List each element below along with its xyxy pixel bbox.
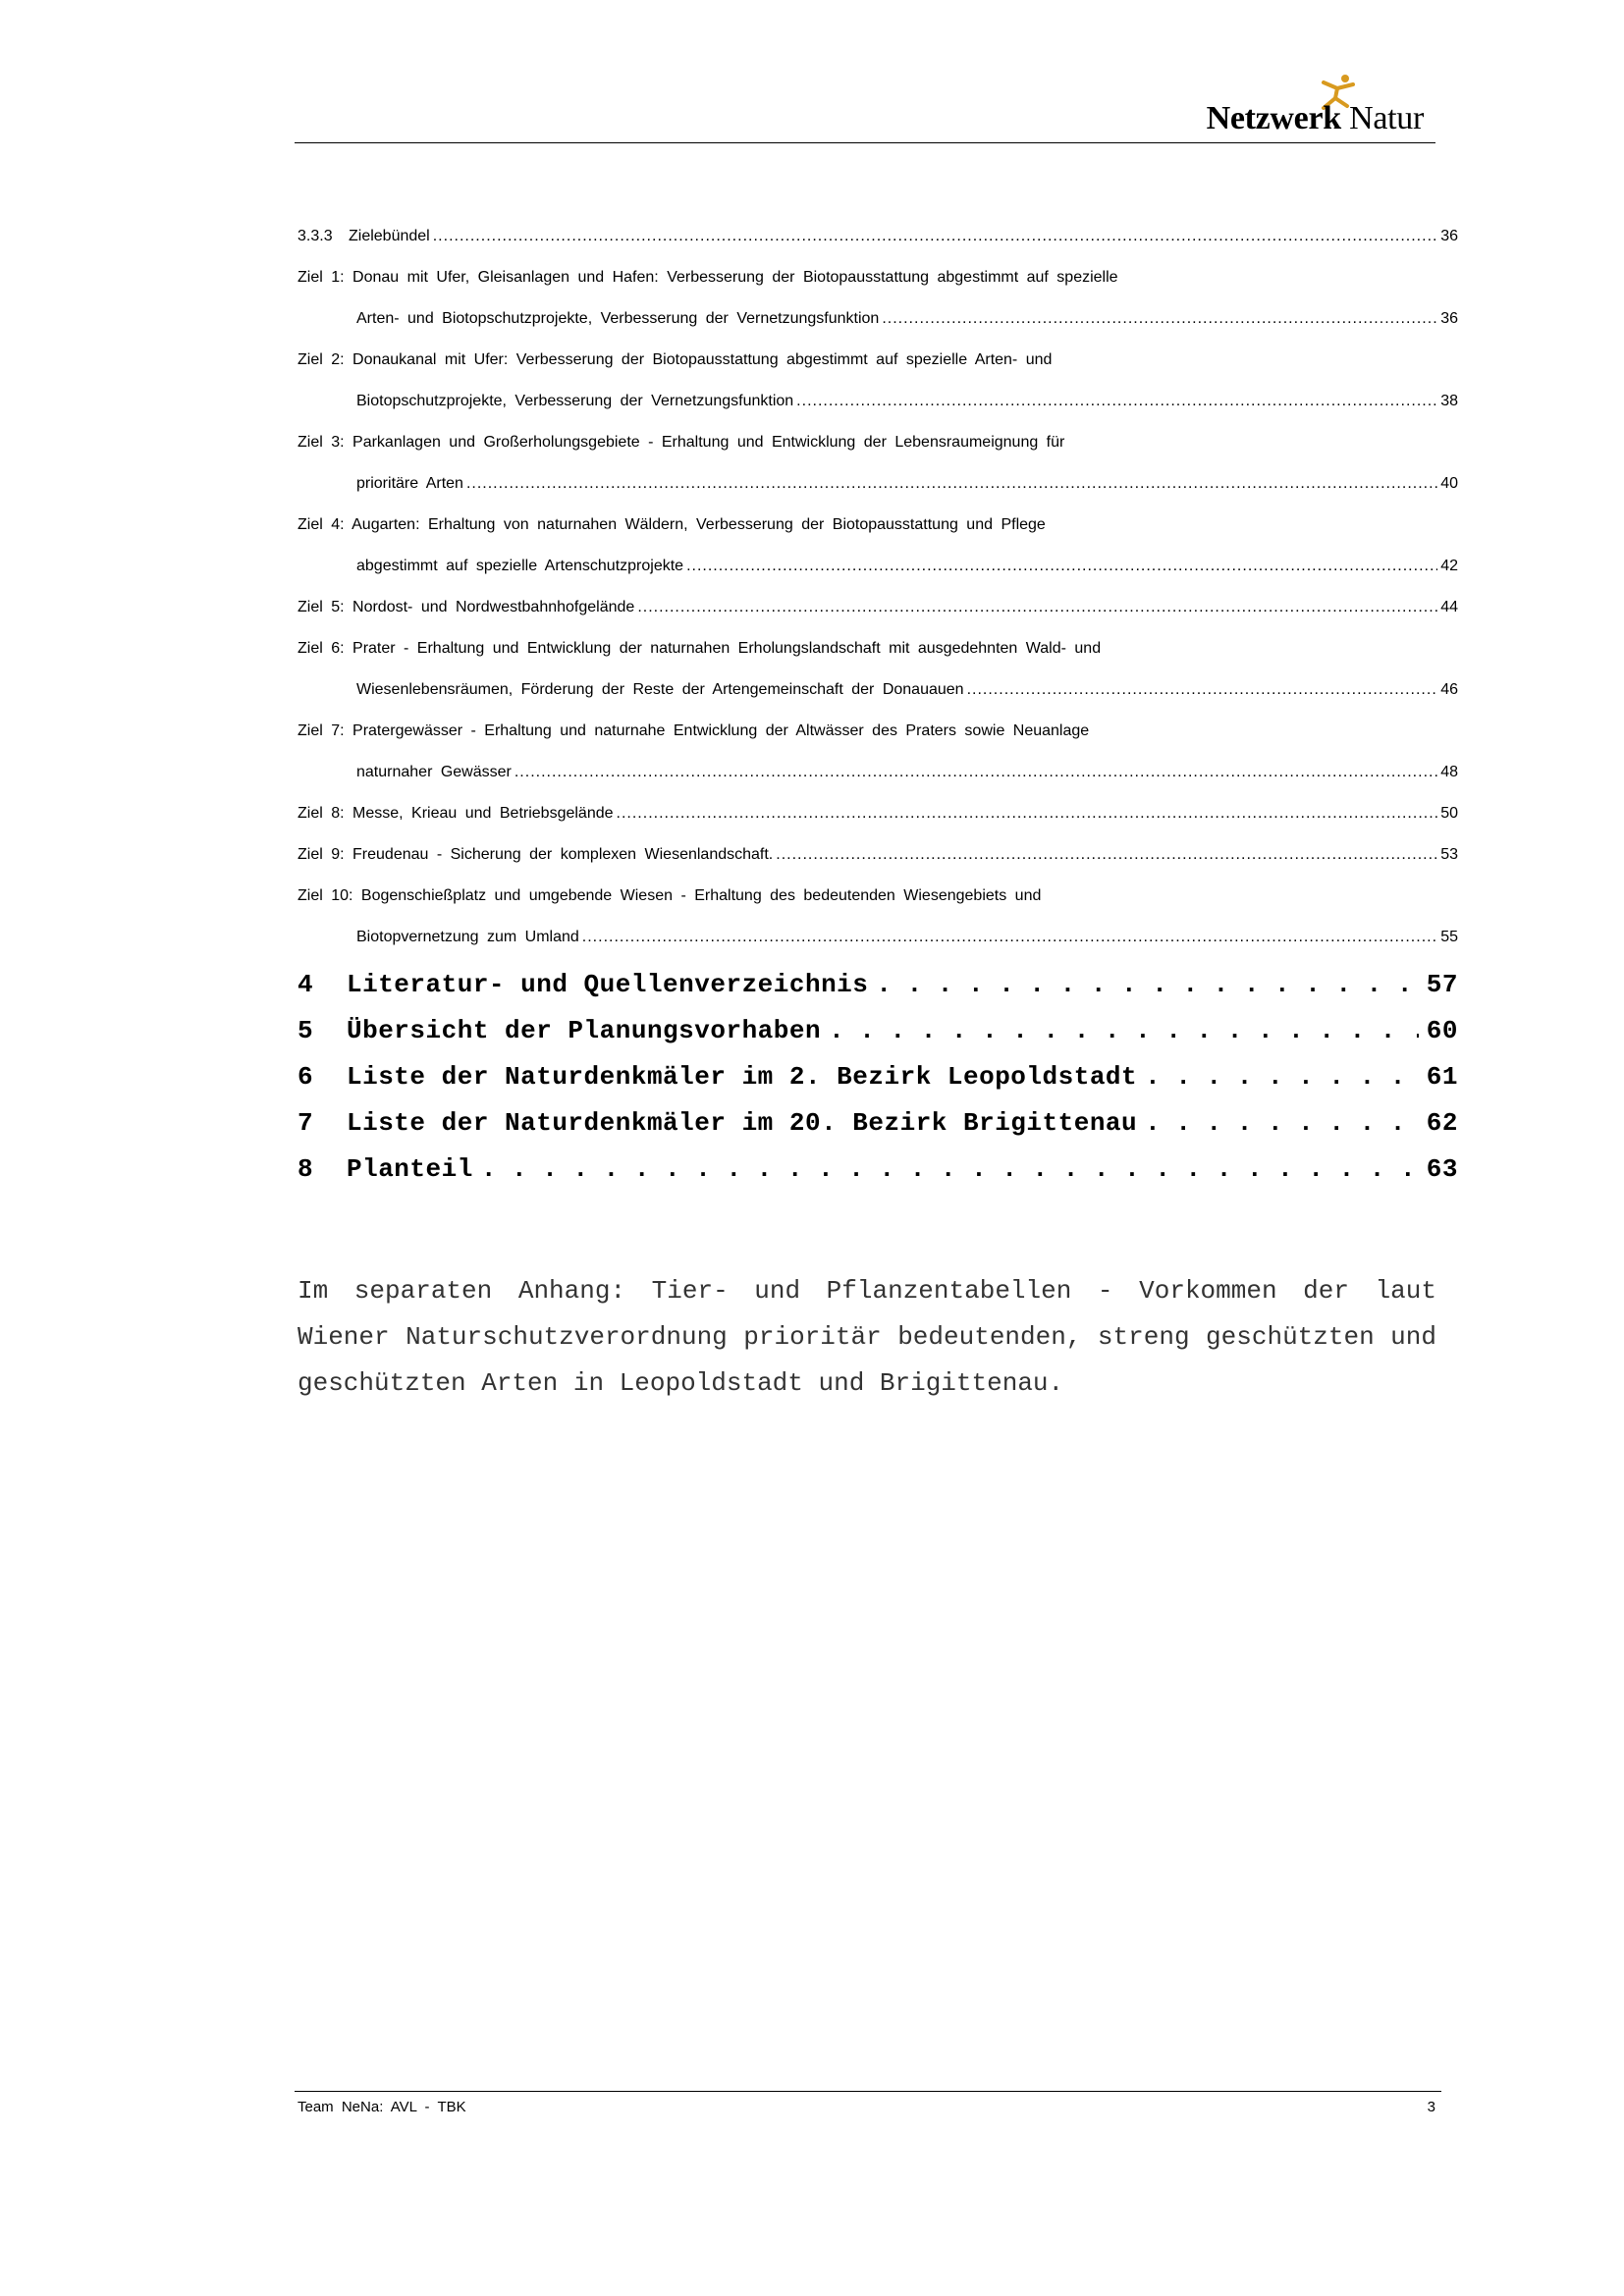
toc-goal-subtitle: Biotopschutzprojekte, Verbesserung der Vernetzungsfunktion xyxy=(356,393,794,409)
toc-goal-1-line2[interactable] xyxy=(298,298,1458,340)
toc-goal-title: Ziel 5: Nordost- und Nordwestbahnhofgelände xyxy=(298,599,635,615)
toc-chapter-8[interactable] xyxy=(298,1147,1458,1193)
toc-chapter-page: 57 xyxy=(1426,970,1458,999)
toc-goal-4-line2[interactable] xyxy=(298,546,1458,587)
toc-goal-title: Ziel 4: Augarten: Erhaltung von naturnahen Wäldern, Verbesserung der Biotopausstattung und Pflege xyxy=(298,516,1046,533)
toc-chapter-title: Planteil xyxy=(347,1154,473,1184)
toc-goal-subtitle: prioritäre Arten xyxy=(356,475,463,492)
toc-goal-page: 50 xyxy=(1440,805,1458,822)
toc-goal-1-line1[interactable] xyxy=(298,257,1458,298)
toc-goal-7-line1[interactable] xyxy=(298,711,1458,752)
toc-goal-8[interactable] xyxy=(298,793,1458,834)
toc-entry-title: Zielebündel xyxy=(349,228,430,244)
toc-goal-page: 38 xyxy=(1440,393,1458,409)
toc-chapter-title: Liste der Naturdenkmäler im 2. Bezirk Leopoldstadt xyxy=(347,1062,1138,1092)
dot-leader xyxy=(1145,1100,1419,1147)
toc-chapter-6[interactable] xyxy=(298,1054,1458,1100)
logo-wordmark-regular: Natur xyxy=(1349,100,1424,136)
dot-leader xyxy=(433,216,1437,257)
dot-leader xyxy=(967,669,1437,711)
toc-chapter-title: Liste der Naturdenkmäler im 20. Bezirk Brigittenau xyxy=(347,1108,1138,1138)
footer-page-number: 3 xyxy=(1427,2099,1435,2115)
toc-chapter-number: 4 xyxy=(298,970,314,999)
toc-goal-6-line2[interactable] xyxy=(298,669,1458,711)
netzwerk-natur-logo xyxy=(1188,73,1424,135)
dot-leader xyxy=(637,587,1437,628)
toc-goal-2-line2[interactable] xyxy=(298,381,1458,422)
dot-leader xyxy=(514,752,1437,793)
header-rule xyxy=(295,142,1435,143)
toc-chapter-number: 5 xyxy=(298,1016,314,1045)
toc-goal-page: 48 xyxy=(1440,764,1458,780)
toc-chapter-7[interactable] xyxy=(298,1100,1458,1147)
toc-goal-subtitle: Biotopvernetzung zum Umland xyxy=(356,929,579,945)
toc-goal-page: 44 xyxy=(1440,599,1458,615)
toc-goal-title: Ziel 1: Donau mit Ufer, Gleisanlagen und Hafen: Verbesserung der Biotopausstattung abgestimmt auf spezielle xyxy=(298,269,1118,286)
toc-goal-3-line1[interactable] xyxy=(298,422,1458,463)
toc-goal-title: Ziel 2: Donaukanal mit Ufer: Verbesserung der Biotopausstattung abgestimmt auf spezielle Arten- und xyxy=(298,351,1053,368)
toc-goal-4-line1[interactable] xyxy=(298,505,1458,546)
toc-chapter-title: Übersicht der Planungsvorhaben xyxy=(347,1016,822,1045)
table-of-contents xyxy=(298,216,1458,1193)
toc-chapter-page: 61 xyxy=(1426,1062,1458,1092)
toc-goal-page: 46 xyxy=(1440,681,1458,698)
toc-goal-7-line2[interactable] xyxy=(298,752,1458,793)
toc-entry-page: 36 xyxy=(1440,228,1458,244)
toc-chapter-number: 6 xyxy=(298,1062,314,1092)
toc-goal-10-line2[interactable] xyxy=(298,917,1458,958)
toc-chapter-page: 63 xyxy=(1426,1154,1458,1184)
toc-goal-page: 36 xyxy=(1440,310,1458,327)
dot-leader xyxy=(686,546,1437,587)
toc-goal-page: 42 xyxy=(1440,558,1458,574)
toc-goal-title: Ziel 7: Pratergewässer - Erhaltung und naturnahe Entwicklung der Altwässer des Praters sowie Neuanlage xyxy=(298,722,1090,739)
toc-chapter-title: Literatur- und Quellenverzeichnis xyxy=(347,970,869,999)
toc-goal-page: 40 xyxy=(1440,475,1458,492)
toc-goal-title: Ziel 9: Freudenau - Sicherung der komplexen Wiesenlandschaft. xyxy=(298,846,774,863)
toc-goal-title: Ziel 6: Prater - Erhaltung und Entwicklung der naturnahen Erholungslandschaft mit ausgedehnten Wald- und xyxy=(298,640,1102,657)
toc-chapter-5[interactable] xyxy=(298,1008,1458,1054)
toc-chapter-page: 62 xyxy=(1426,1108,1458,1138)
dot-leader xyxy=(882,298,1437,340)
logo-wordmark-bold: Netzwerk xyxy=(1206,100,1341,136)
toc-goal-5[interactable] xyxy=(298,587,1458,628)
toc-goal-subtitle: naturnaher Gewässer xyxy=(356,764,512,780)
toc-goal-2-line1[interactable] xyxy=(298,340,1458,381)
dot-leader xyxy=(617,793,1437,834)
toc-goal-subtitle: Wiesenlebensräumen, Förderung der Reste der Artengemeinschaft der Donauauen xyxy=(356,681,964,698)
dot-leader xyxy=(776,834,1437,876)
toc-goal-title: Ziel 8: Messe, Krieau und Betriebsgelände xyxy=(298,805,614,822)
toc-goal-title: Ziel 3: Parkanlagen und Großerholungsgebiete - Erhaltung und Entwicklung der Lebensraumeignung für xyxy=(298,434,1065,451)
toc-entry-3-3-3[interactable] xyxy=(298,216,1458,257)
logo-wordmark xyxy=(1207,102,1424,135)
dot-leader xyxy=(1145,1054,1419,1100)
toc-entry-number: 3.3.3 xyxy=(298,228,333,244)
dot-leader xyxy=(829,1008,1419,1054)
toc-chapter-4[interactable] xyxy=(298,962,1458,1008)
toc-chapter-number: 7 xyxy=(298,1108,314,1138)
toc-goal-subtitle: Arten- und Biotopschutzprojekte, Verbesserung der Vernetzungsfunktion xyxy=(356,310,880,327)
toc-goal-page: 53 xyxy=(1440,846,1458,863)
toc-chapter-page: 60 xyxy=(1426,1016,1458,1045)
dot-leader xyxy=(481,1147,1419,1193)
toc-chapter-number: 8 xyxy=(298,1154,314,1184)
annex-note: Im separaten Anhang: Tier- und Pflanzentabellen - Vorkommen der laut Wiener Naturschutzverordnung prioritär bedeutenden, streng geschützten und geschützten Arten in Leopoldstadt und Brigittenau. xyxy=(298,1276,1436,1398)
toc-goal-3-line2[interactable] xyxy=(298,463,1458,505)
toc-goal-9[interactable] xyxy=(298,834,1458,876)
toc-goal-subtitle: abgestimmt auf spezielle Artenschutzprojekte xyxy=(356,558,684,574)
dot-leader xyxy=(796,381,1437,422)
toc-goal-6-line1[interactable] xyxy=(298,628,1458,669)
dot-leader xyxy=(466,463,1437,505)
footer-rule xyxy=(295,2091,1441,2092)
footer-team: Team NeNa: AVL - TBK xyxy=(298,2099,466,2115)
dot-leader xyxy=(582,917,1437,958)
toc-goal-title: Ziel 10: Bogenschießplatz und umgebende Wiesen - Erhaltung des bedeutenden Wiesengebiets und xyxy=(298,887,1042,904)
toc-goal-page: 55 xyxy=(1440,929,1458,945)
dot-leader xyxy=(876,962,1418,1008)
toc-goal-10-line1[interactable] xyxy=(298,876,1458,917)
